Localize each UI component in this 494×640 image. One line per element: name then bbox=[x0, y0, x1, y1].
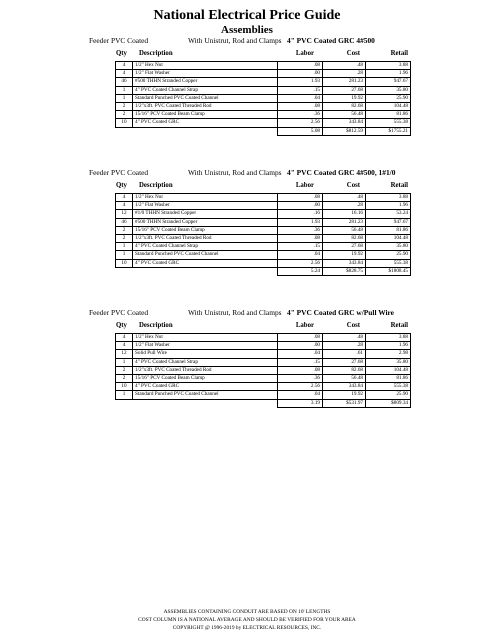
blank-cell bbox=[133, 127, 278, 135]
cell-qty: 10 bbox=[116, 383, 133, 391]
cell-description: Standard Punched PVC Coated Channel bbox=[133, 251, 278, 259]
table-row bbox=[116, 251, 411, 259]
cell-description: 4" PVC Coated Channel Strap bbox=[133, 86, 278, 94]
cell-cost: 82.68 bbox=[323, 366, 366, 374]
cell-labor: .08 bbox=[278, 366, 323, 374]
header-qty: Qty bbox=[116, 50, 127, 57]
cell-cost: 343.84 bbox=[323, 383, 366, 391]
cell-labor: .04 bbox=[278, 94, 323, 102]
blank-cell bbox=[116, 127, 133, 135]
header-description: Description bbox=[139, 322, 173, 329]
section-header bbox=[0, 168, 494, 180]
table-row bbox=[116, 70, 411, 78]
section-method: With Unistrut, Rod and Clamps bbox=[188, 308, 282, 317]
cell-qty: 4 bbox=[116, 70, 133, 78]
cell-qty: 4 bbox=[116, 334, 133, 342]
cell-retail: 35.80 bbox=[366, 243, 411, 251]
cell-cost: 56.48 bbox=[323, 375, 366, 383]
cell-retail: 104.48 bbox=[366, 366, 411, 374]
cell-description: 1/2" Hex Nut bbox=[133, 194, 278, 202]
header-retail: Retail bbox=[390, 50, 408, 57]
cell-labor: .08 bbox=[278, 103, 323, 111]
cell-description: 1/2" Flat Washer bbox=[133, 70, 278, 78]
table-row bbox=[116, 119, 411, 127]
cell-labor: 1.93 bbox=[278, 218, 323, 226]
cell-description: 15/16" PCV Coated Beam Clamp bbox=[133, 226, 278, 234]
cell-cost: .61 bbox=[323, 350, 366, 358]
section-type: Feeder PVC Coated bbox=[89, 308, 149, 317]
cell-cost: 343.84 bbox=[323, 119, 366, 127]
cell-labor: .08 bbox=[278, 334, 323, 342]
cell-description: 4" PVC Coated Channel Strap bbox=[133, 358, 278, 366]
cell-description: Standard Punched PVC Coated Channel bbox=[133, 94, 278, 102]
total-cost: $812.59 bbox=[323, 127, 366, 135]
cell-retail: 81.86 bbox=[366, 111, 411, 119]
cell-cost: 281.23 bbox=[323, 78, 366, 86]
cell-qty: 12 bbox=[116, 350, 133, 358]
cell-retail: 3.88 bbox=[366, 334, 411, 342]
cell-labor: .04 bbox=[278, 391, 323, 399]
section-type: Feeder PVC Coated bbox=[89, 168, 149, 177]
cell-description: 1/2" Hex Nut bbox=[133, 334, 278, 342]
cell-cost: 19.92 bbox=[323, 251, 366, 259]
cell-labor: .36 bbox=[278, 226, 323, 234]
cell-description: Solid Pull Wire bbox=[133, 350, 278, 358]
blank-cell bbox=[116, 267, 133, 275]
cell-description: 1/2"x3ft. PVC Coated Threaded Rod bbox=[133, 235, 278, 243]
header-cost: Cost bbox=[346, 322, 360, 329]
cell-qty: 1 bbox=[116, 251, 133, 259]
table-row bbox=[116, 350, 411, 358]
table-row bbox=[116, 383, 411, 391]
table-row bbox=[116, 194, 411, 202]
cell-retail: 104.48 bbox=[366, 235, 411, 243]
cell-qty: 1 bbox=[116, 86, 133, 94]
cell-retail: 947.67 bbox=[366, 78, 411, 86]
column-headers bbox=[0, 182, 494, 192]
cell-description: 15/16" PCV Coated Beam Clamp bbox=[133, 111, 278, 119]
cell-qty: 4 bbox=[116, 202, 133, 210]
page-title: National Electrical Price Guide bbox=[153, 8, 341, 23]
cell-qty: 2 bbox=[116, 235, 133, 243]
cell-cost: .28 bbox=[323, 342, 366, 350]
section-assembly-name: 4" PVC Coated GRC 4#500, 1#1/0 bbox=[287, 168, 396, 177]
cell-labor: .15 bbox=[278, 358, 323, 366]
cell-description: #1/0 THHN Stranded Copper bbox=[133, 210, 278, 218]
total-row bbox=[116, 267, 411, 275]
cell-description: #500 THHN Stranded Copper bbox=[133, 218, 278, 226]
cell-retail: 25.90 bbox=[366, 94, 411, 102]
header-cost: Cost bbox=[346, 182, 360, 189]
column-headers bbox=[0, 322, 494, 332]
table-row bbox=[116, 218, 411, 226]
cell-labor: .08 bbox=[278, 194, 323, 202]
table-row bbox=[116, 202, 411, 210]
table-row bbox=[116, 62, 411, 70]
table-row bbox=[116, 366, 411, 374]
cell-labor: .15 bbox=[278, 86, 323, 94]
cell-labor: .15 bbox=[278, 243, 323, 251]
header-retail: Retail bbox=[390, 322, 408, 329]
cell-labor: 2.56 bbox=[278, 259, 323, 267]
table-row bbox=[116, 86, 411, 94]
cell-description: 1/2" Hex Nut bbox=[133, 62, 278, 70]
cell-cost: .28 bbox=[323, 70, 366, 78]
cell-retail: 25.90 bbox=[366, 251, 411, 259]
blank-cell bbox=[116, 399, 133, 407]
cell-labor: 1.93 bbox=[278, 78, 323, 86]
header-retail: Retail bbox=[390, 182, 408, 189]
cell-labor: 2.56 bbox=[278, 383, 323, 391]
assembly-table bbox=[115, 61, 411, 136]
cell-cost: 19.92 bbox=[323, 94, 366, 102]
footer-note-conduit: ASSEMBLIES CONTAINING CONDUIT ARE BASED ON 10' LENGTHS bbox=[163, 609, 331, 615]
header-description: Description bbox=[139, 50, 173, 57]
cell-qty: 2 bbox=[116, 366, 133, 374]
cell-qty: 2 bbox=[116, 103, 133, 111]
cell-cost: 27.68 bbox=[323, 86, 366, 94]
total-retail: $1808.45 bbox=[366, 267, 411, 275]
cell-qty: 1 bbox=[116, 243, 133, 251]
cell-cost: 27.68 bbox=[323, 243, 366, 251]
cell-retail: 2.98 bbox=[366, 350, 411, 358]
table-row bbox=[116, 78, 411, 86]
cell-qty: 4 bbox=[116, 194, 133, 202]
section-method: With Unistrut, Rod and Clamps bbox=[188, 36, 282, 45]
table-row bbox=[116, 111, 411, 119]
total-labor: 5.08 bbox=[278, 127, 323, 135]
table-row bbox=[116, 358, 411, 366]
cell-labor: .36 bbox=[278, 111, 323, 119]
section-assembly-name: 4" PVC Coated GRC w/Pull Wire bbox=[287, 308, 394, 317]
cell-retail: 25.90 bbox=[366, 391, 411, 399]
cell-description: 1/2"x3ft. PVC Coated Threaded Rod bbox=[133, 103, 278, 111]
cell-retail: 3.88 bbox=[366, 194, 411, 202]
total-retail: $809.34 bbox=[366, 399, 411, 407]
cell-retail: 35.80 bbox=[366, 358, 411, 366]
header-cost: Cost bbox=[346, 50, 360, 57]
section-method: With Unistrut, Rod and Clamps bbox=[188, 168, 282, 177]
cell-labor: .08 bbox=[278, 235, 323, 243]
cell-labor: .08 bbox=[278, 62, 323, 70]
total-labor: 3.19 bbox=[278, 399, 323, 407]
header-labor: Labor bbox=[295, 322, 314, 329]
cell-qty: 1 bbox=[116, 358, 133, 366]
cell-retail: 555.38 bbox=[366, 119, 411, 127]
cell-cost: 16.16 bbox=[323, 210, 366, 218]
cell-retail: 81.86 bbox=[366, 226, 411, 234]
column-headers bbox=[0, 50, 494, 60]
table-row bbox=[116, 391, 411, 399]
blank-cell bbox=[133, 267, 278, 275]
footer-note-cost: COST COLUMN IS A NATIONAL AVERAGE AND SHOULD BE VERIFIED FOR YOUR AREA bbox=[138, 617, 356, 623]
cell-qty: 2 bbox=[116, 226, 133, 234]
cell-qty: 2 bbox=[116, 375, 133, 383]
cell-qty: 1 bbox=[116, 94, 133, 102]
cell-qty: 4 bbox=[116, 342, 133, 350]
cell-description: 4" PVC Coated GRC bbox=[133, 259, 278, 267]
cell-labor: .36 bbox=[278, 375, 323, 383]
section-header bbox=[0, 36, 494, 48]
cell-retail: 555.38 bbox=[366, 383, 411, 391]
cell-retail: 1.96 bbox=[366, 70, 411, 78]
cell-cost: 56.48 bbox=[323, 226, 366, 234]
cell-retail: 947.67 bbox=[366, 218, 411, 226]
table-row bbox=[116, 210, 411, 218]
cell-retail: 555.38 bbox=[366, 259, 411, 267]
cell-cost: 281.23 bbox=[323, 218, 366, 226]
cell-cost: .48 bbox=[323, 62, 366, 70]
header-labor: Labor bbox=[295, 182, 314, 189]
header-description: Description bbox=[139, 182, 173, 189]
table-row bbox=[116, 103, 411, 111]
table-row bbox=[116, 375, 411, 383]
cell-cost: 27.68 bbox=[323, 358, 366, 366]
cell-labor: .04 bbox=[278, 350, 323, 358]
blank-cell bbox=[133, 399, 278, 407]
total-cost: $828.75 bbox=[323, 267, 366, 275]
table-row bbox=[116, 235, 411, 243]
cell-labor: .04 bbox=[278, 251, 323, 259]
table-row bbox=[116, 259, 411, 267]
cell-qty: 2 bbox=[116, 111, 133, 119]
cell-retail: 53.24 bbox=[366, 210, 411, 218]
cell-cost: 82.68 bbox=[323, 103, 366, 111]
cell-labor: 2.56 bbox=[278, 119, 323, 127]
section-assembly-name: 4" PVC Coated GRC 4#500 bbox=[287, 36, 375, 45]
cell-cost: 19.92 bbox=[323, 391, 366, 399]
section-type: Feeder PVC Coated bbox=[89, 36, 149, 45]
total-cost: $531.97 bbox=[323, 399, 366, 407]
cell-qty: 10 bbox=[116, 119, 133, 127]
cell-retail: 3.88 bbox=[366, 62, 411, 70]
section-header bbox=[0, 308, 494, 320]
cell-description: Standard Punched PVC Coated Channel bbox=[133, 391, 278, 399]
cell-labor: .00 bbox=[278, 342, 323, 350]
cell-retail: 1.96 bbox=[366, 202, 411, 210]
total-row bbox=[116, 399, 411, 407]
footer-copyright: COPYRIGHT @ 1996-2019 by ELECTRICAL RESOURCES, INC. bbox=[172, 625, 322, 631]
cell-labor: .00 bbox=[278, 70, 323, 78]
cell-description: #500 THHN Stranded Copper bbox=[133, 78, 278, 86]
cell-description: 1/2"x3ft. PVC Coated Threaded Rod bbox=[133, 366, 278, 374]
cell-qty: 46 bbox=[116, 218, 133, 226]
assembly-table bbox=[115, 333, 411, 408]
table-row bbox=[116, 334, 411, 342]
header-qty: Qty bbox=[116, 322, 127, 329]
cell-cost: .48 bbox=[323, 334, 366, 342]
total-retail: $1755.21 bbox=[366, 127, 411, 135]
cell-description: 15/16" PCV Coated Beam Clamp bbox=[133, 375, 278, 383]
page-subtitle: Assemblies bbox=[221, 24, 273, 36]
cell-retail: 81.86 bbox=[366, 375, 411, 383]
cell-cost: 343.84 bbox=[323, 259, 366, 267]
total-row bbox=[116, 127, 411, 135]
cell-cost: .28 bbox=[323, 202, 366, 210]
header-qty: Qty bbox=[116, 182, 127, 189]
cell-cost: .48 bbox=[323, 194, 366, 202]
table-row bbox=[116, 342, 411, 350]
cell-description: 4" PVC Coated GRC bbox=[133, 383, 278, 391]
cell-qty: 1 bbox=[116, 391, 133, 399]
cell-description: 4" PVC Coated GRC bbox=[133, 119, 278, 127]
cell-cost: 56.48 bbox=[323, 111, 366, 119]
cell-description: 1/2" Flat Washer bbox=[133, 342, 278, 350]
cell-retail: 104.48 bbox=[366, 103, 411, 111]
cell-retail: 35.80 bbox=[366, 86, 411, 94]
table-row bbox=[116, 94, 411, 102]
header-labor: Labor bbox=[295, 50, 314, 57]
cell-qty: 46 bbox=[116, 78, 133, 86]
cell-qty: 10 bbox=[116, 259, 133, 267]
total-labor: 5.24 bbox=[278, 267, 323, 275]
assembly-table bbox=[115, 193, 411, 276]
cell-retail: 1.96 bbox=[366, 342, 411, 350]
cell-description: 4" PVC Coated Channel Strap bbox=[133, 243, 278, 251]
cell-description: 1/2" Flat Washer bbox=[133, 202, 278, 210]
cell-labor: .16 bbox=[278, 210, 323, 218]
cell-labor: .00 bbox=[278, 202, 323, 210]
table-row bbox=[116, 243, 411, 251]
cell-qty: 12 bbox=[116, 210, 133, 218]
table-row bbox=[116, 226, 411, 234]
cell-qty: 4 bbox=[116, 62, 133, 70]
cell-cost: 82.68 bbox=[323, 235, 366, 243]
